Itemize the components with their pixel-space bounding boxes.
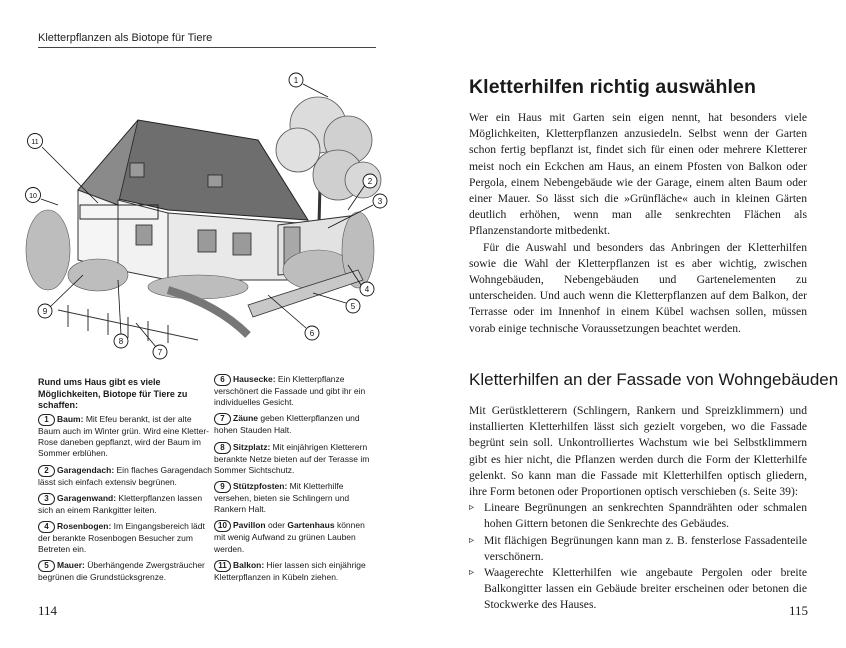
legend-item xyxy=(214,520,374,554)
legend-number-badge: 10 xyxy=(214,520,231,532)
subsection-heading: Kletterhilfen an der Fassade von Wohngebäuden xyxy=(469,370,839,389)
legend-item xyxy=(214,413,374,436)
legend-column-1 xyxy=(38,414,213,589)
legend-item xyxy=(38,560,213,583)
callout-10 xyxy=(26,188,59,206)
triangle-bullet-icon: ▹ xyxy=(469,534,475,546)
legend-text: Mit Kletterhilfe versehen, bieten sie Schlingern und Rankern Halt. xyxy=(214,481,350,515)
legend-item xyxy=(214,560,374,583)
legend-term: Rosenbogen: xyxy=(57,521,112,532)
paragraph: Für die Auswahl und besonders das Anbringen der Kletterhilfen sowie die Wahl der Kletterpflanzen ist es aber wichtig, zwischen Wohngebäuden, Nebengebäuden und Gartenelementen zu unterscheiden. Und auch wenn die Kletterpflanzen auf dem Balkon, der Terrasse oder im Innenhof in einem Kübel wachsen sollen, müssen vorab einige technische Voraussetzungen beachtet werden. xyxy=(469,240,807,335)
svg-text:11: 11 xyxy=(31,139,39,146)
callout-5 xyxy=(313,293,360,313)
body-text-block-1 xyxy=(469,110,807,337)
svg-text:5: 5 xyxy=(350,302,356,311)
legend-number-badge: 2 xyxy=(38,465,55,477)
running-head: Kletterpflanzen als Biotope für Tiere xyxy=(38,32,213,44)
legend-term: Mauer: xyxy=(57,560,85,571)
legend-term: Zäune xyxy=(233,413,259,424)
page-number-left: 114 xyxy=(38,603,58,618)
legend-text: Hier lassen sich einjährige Kletterpflanzen in Kübeln ziehen. xyxy=(214,559,366,582)
legend-text: Mit einjährigen Kletterern berankte Netze bieten auf der Terasse im Sommer Sichtschutz. xyxy=(214,441,370,475)
legend-term: Garagenwand: xyxy=(57,492,117,503)
svg-text:2: 2 xyxy=(367,177,373,186)
legend-term: Garagendach: xyxy=(57,464,115,475)
caption-intro: Rund ums Haus gibt es viele Möglichkeiten, Biotope für Tiere zu schaffen: xyxy=(38,377,188,410)
callout-8 xyxy=(114,280,128,348)
legend-number-badge: 7 xyxy=(214,413,231,425)
right-page xyxy=(423,0,846,648)
legend-number-badge: 1 xyxy=(38,414,55,426)
legend-item xyxy=(38,414,213,460)
header-rule xyxy=(38,47,376,48)
legend-number-badge: 3 xyxy=(38,493,55,505)
callout-7 xyxy=(136,323,167,359)
svg-text:8: 8 xyxy=(118,337,124,346)
legend-term: Pavillon xyxy=(233,520,266,531)
legend-text: geben Kletterpflanzen und hohen Stauden Halt. xyxy=(214,413,360,436)
legend-text: Kletterpflanzen lassen sich an einem Rankgitter leiten. xyxy=(38,492,203,515)
legend-item xyxy=(38,521,213,555)
legend-term: Gartenhaus xyxy=(287,520,335,531)
bullet-list xyxy=(469,500,807,613)
callout-1 xyxy=(289,73,328,97)
callout-label: 1 xyxy=(293,76,299,85)
paragraph: Wer ein Haus mit Garten sein eigen nennt, hat besonders viele Möglichkeiten, Kletterpflanzen anzusiedeln. Selbst wenn der Garten schon fertig bepflanzt ist, findet sich für einen oder mehrere Kletterer meist noch ein Eckchen am Haus, an einem Pfosten von Balkon oder Pergola, einem Nebengebäude wie der Garage, einem alten Baum oder einer Mauer. So lässt sich die »Grünfläche« auch in kleinen Gärten deutlich erhöhen, wenn man alle senkrechten Flächen als Pflanzenstandorte mitbedenkt. xyxy=(469,111,807,238)
legend-item xyxy=(214,374,374,408)
legend-item xyxy=(38,493,213,516)
legend-column-2 xyxy=(214,374,374,588)
svg-text:10: 10 xyxy=(29,193,37,200)
legend-text: Ein flaches Garagendach lässt sich einfach extensiv begrünen. xyxy=(38,464,212,487)
legend-item xyxy=(214,481,374,515)
legend-term: Balkon: xyxy=(233,559,265,570)
legend-number-badge: 8 xyxy=(214,442,231,454)
legend-term: Baum: xyxy=(57,414,84,424)
fence-drawing xyxy=(58,305,198,343)
legend-number-badge: 6 xyxy=(214,374,231,386)
legend-number-badge: 4 xyxy=(38,521,55,533)
legend-text: können mit wenig Aufwand zu grünen Lauben werden. xyxy=(214,520,365,554)
triangle-bullet-icon: ▹ xyxy=(469,567,475,579)
legend-term: Hausecke: xyxy=(233,374,276,384)
legend-item xyxy=(38,465,213,488)
house-illustration xyxy=(18,65,408,365)
legend-text: oder xyxy=(265,520,288,531)
svg-text:9: 9 xyxy=(42,307,48,316)
svg-text:6: 6 xyxy=(309,329,315,338)
legend-text: Ein Kletterpflanze verschönert die Fassade und gibt ihr ein individuelles Gesicht. xyxy=(214,374,366,408)
bullet-item: ▹ Lineare Begrünungen an senkrechten Spanndrähten oder schmalen hohen Gittern betonen die Senkrechte des Gebäudes. xyxy=(469,501,807,531)
legend-term: Stützpfosten: xyxy=(233,481,288,492)
legend-item xyxy=(214,442,374,476)
triangle-bullet-icon: ▹ xyxy=(469,502,475,514)
body-text-block-2 xyxy=(469,403,807,614)
svg-text:7: 7 xyxy=(157,348,163,357)
bullet-item: ▹ Mit flächigen Begrünungen kann man z. B. fensterlose Fassadenteile verschönern. xyxy=(469,533,807,563)
bullet-item: ▹ Waagerechte Kletterhilfen wie angebaute Pergolen oder breite Balkongitter lassen ein Gebäude breiter erscheinen oder betonen die Stockwerke des Hauses. xyxy=(469,566,807,612)
legend-number-badge: 11 xyxy=(214,560,231,572)
section-heading: Kletterhilfen richtig auswählen xyxy=(469,76,756,98)
legend-text: Im Eingangsbereich lädt der berankte Rosenbogen Besucher zum Betreten ein. xyxy=(38,521,205,555)
svg-text:4: 4 xyxy=(364,285,370,294)
paragraph: Mit Gerüstkletterern (Schlingern, Rankern und Spreizklimmern) und installierten Kletterhilfen lässt sich gezielt vorgeben, wo die Fassade begrünt sein soll. Unkontrolliertes Wachstum wie bei Selbstklimmern gibt es hier nicht, die Pflanzen werden durch die Form der Kletterhilfe gelenkt. So kann man die Fassade mit Kletterhilfen optisch gliedern, ihre Form betonen oder Proportionen optisch verschieben (s. Seite 39): xyxy=(469,404,807,499)
legend-number-badge: 9 xyxy=(214,481,231,493)
page-number-right: 115 xyxy=(788,603,808,618)
svg-text:3: 3 xyxy=(377,197,383,206)
legend-number-badge: 5 xyxy=(38,560,55,572)
legend-text: Überhängende Zwergsträucher begrünen die Grundstücksgrenze. xyxy=(38,560,205,583)
legend-term: Sitzplatz: xyxy=(233,441,271,452)
legend-text: Mit Efeu berankt, ist der alte Baum auch im Winter grün. Wird eine Kletter-Rose daneben gepflanzt, wird der Baum im Sommer erblühen. xyxy=(38,414,210,459)
